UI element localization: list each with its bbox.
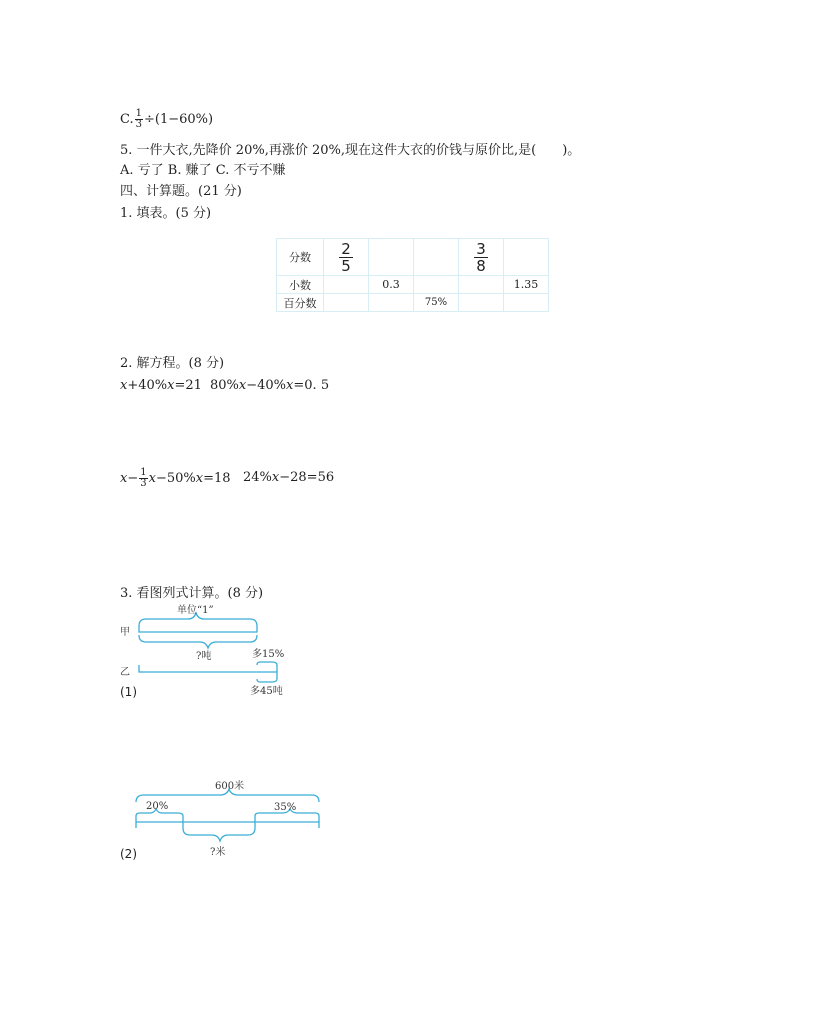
bar-yi (139, 665, 277, 672)
table-cell (324, 239, 369, 276)
equation-4 (243, 470, 334, 486)
eq-term: 80% (210, 378, 239, 393)
variable-x: x (271, 470, 280, 485)
table-cell (504, 239, 549, 276)
variable-x: x (167, 378, 175, 393)
q1-title: 1. 填表。(5 分) (120, 206, 212, 221)
table-cell: 0.3 (369, 276, 414, 294)
table-row (277, 294, 549, 312)
equation-3 (120, 468, 231, 489)
unknown-label: ?吨 (196, 651, 212, 662)
eq-term: =0. 5 (293, 378, 330, 393)
table-cell (459, 239, 504, 276)
eq-term: =18 (203, 471, 231, 486)
option-c-suffix: ÷(1−60%) (144, 112, 214, 127)
equation-1 (120, 378, 202, 394)
variable-x: x (120, 471, 128, 486)
sub2-label: (2) (120, 847, 137, 861)
eq-term: −50% (155, 471, 196, 486)
eq-term: +40% (127, 378, 168, 393)
eq-term: =21 (174, 378, 202, 393)
table-cell (414, 239, 459, 276)
table-cell: 75% (414, 294, 459, 312)
section-4-title: 四、计算题。(21 分) (120, 184, 242, 199)
unknown-brace (183, 828, 255, 841)
fraction-1-3 (139, 468, 147, 489)
table-cell (324, 294, 369, 312)
table-cell (459, 276, 504, 294)
unit-label: 单位“1” (177, 605, 214, 616)
q2-title: 2. 解方程。(8 分) (120, 356, 225, 371)
diagram-2 (130, 776, 330, 860)
right-percent-label: 35% (274, 802, 297, 813)
option-c-prefix: C. (120, 112, 134, 127)
row-label-percent: 百分数 (277, 294, 324, 312)
table-cell (459, 294, 504, 312)
sub1-label: (1) (120, 685, 137, 699)
more-percent-label: 多15% (252, 649, 285, 660)
eq-term: − (127, 471, 139, 486)
unknown-brace (139, 635, 257, 648)
fraction-denominator: 3 (140, 478, 147, 489)
left-percent-label: 20% (146, 801, 169, 812)
eq-term: −40% (246, 378, 287, 393)
variable-x: x (195, 471, 204, 486)
option-c (120, 109, 213, 130)
row-label-yi: 乙 (120, 667, 130, 678)
unknown-label: ?米 (210, 847, 226, 858)
table-row (277, 276, 549, 294)
total-label: 600米 (215, 781, 245, 792)
more-amount-label: 多45吨 (250, 686, 283, 697)
question-5: 5. 一件大衣,先降价 20%,再涨价 20%,现在这件大衣的价钱与原价比,是( )。 (120, 143, 581, 158)
table-cell (369, 239, 414, 276)
fraction-numerator: 1 (135, 108, 142, 119)
eq-term: 24% (243, 470, 272, 485)
table-row (277, 239, 549, 276)
option-c-fraction (135, 109, 143, 130)
fraction-denominator: 8 (476, 256, 486, 275)
variable-x: x (148, 471, 156, 486)
row-label-decimal: 小数 (277, 276, 324, 294)
variable-x: x (286, 378, 294, 393)
table-cell (504, 294, 549, 312)
equation-2 (210, 378, 329, 394)
variable-x: x (238, 378, 247, 393)
conversion-table (276, 238, 549, 312)
fraction-denominator: 5 (341, 256, 351, 275)
question-5-options: A. 亏了 B. 赚了 C. 不亏不赚 (120, 163, 286, 178)
table-cell (414, 276, 459, 294)
bar-jia (139, 626, 257, 632)
fraction-denominator: 3 (135, 119, 142, 130)
fraction-3-8 (474, 241, 488, 274)
row-label-jia: 甲 (120, 627, 130, 638)
table-cell (369, 294, 414, 312)
fraction-numerator: 1 (140, 467, 147, 478)
diagram-1 (120, 602, 320, 702)
fraction-numerator: 3 (476, 239, 486, 258)
row-label-fraction: 分数 (277, 239, 324, 276)
variable-x: x (120, 378, 128, 393)
eq-term: −28=56 (279, 470, 335, 485)
fraction-2-5 (339, 241, 353, 274)
fraction-numerator: 2 (341, 239, 351, 258)
table-cell (324, 276, 369, 294)
table-cell: 1.35 (504, 276, 549, 294)
q3-title: 3. 看图列式计算。(8 分) (120, 586, 264, 601)
